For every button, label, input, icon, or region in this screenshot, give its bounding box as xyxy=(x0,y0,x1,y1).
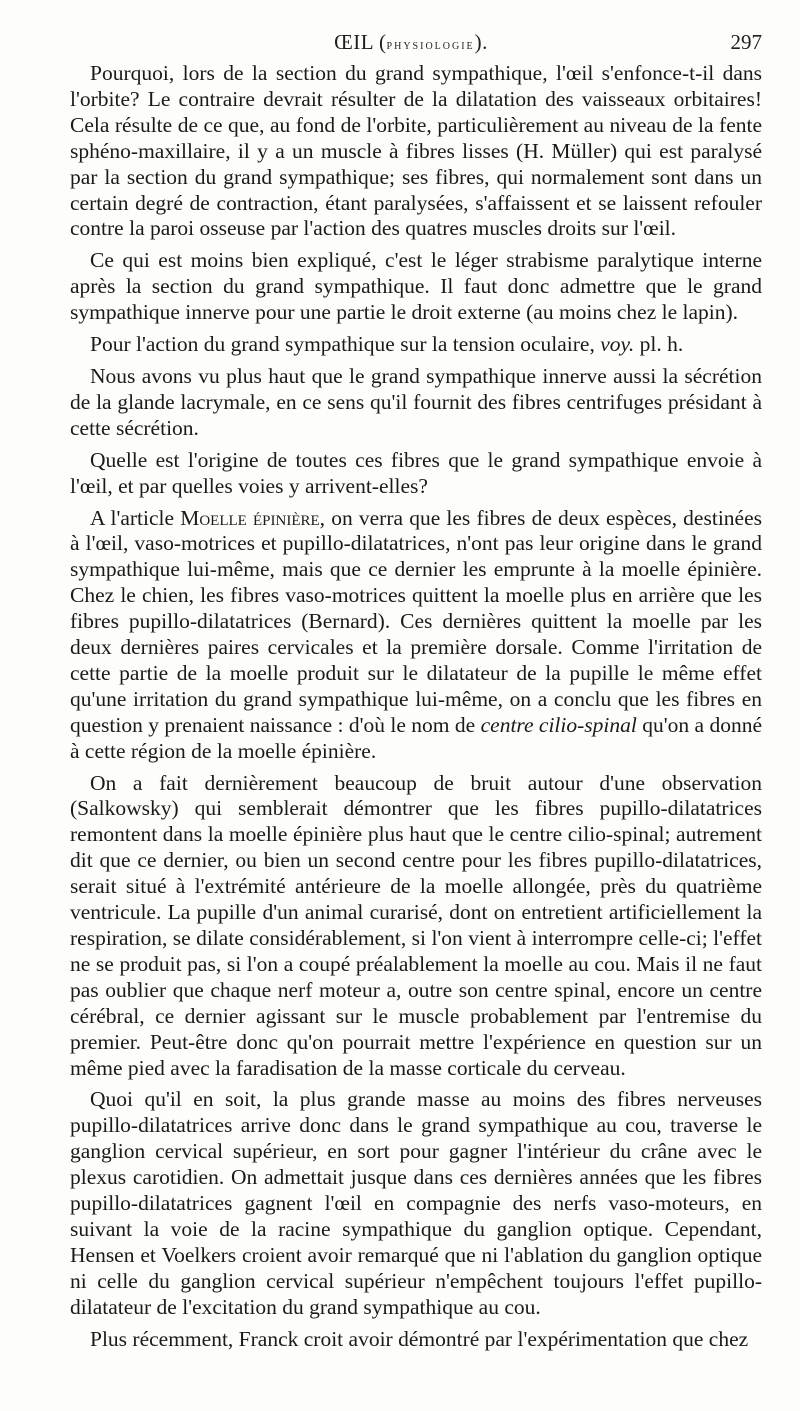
smallcaps-text: Moelle épinière xyxy=(180,505,320,530)
paragraph xyxy=(70,332,762,358)
title-prefix: ŒIL ( xyxy=(334,30,387,54)
text-run: , on verra que les fibres de deux espèces, destinées à l'œil, vaso-motrices et pupillo-dilatatrices, n'ont pas leur origine dans le grand sympathique lui-même, mais que ce dernier les emprunte à la moelle épinière. Chez le chien, les fibres vaso-motrices quittent la moelle plus en arrière que les fibres pupillo-dilatatrices (Bernard). Ces dernières quittent la moelle par les deux dernières paires cervicales et la première dorsale. Comme l'irritation de cette partie de la moelle produit sur le dilatateur de la pupille le même effet qu'une irritation du grand sympathique lui-même, on a conclu que les fibres en question y prenaient naissance : d'où le nom de xyxy=(70,505,762,737)
text-run: Quelle est l'origine de toutes ces fibres que le grand sympathique envoie à l'œil, et par quelles voies y arrivent-elles? xyxy=(70,447,762,498)
text-run: Pour l'action du grand sympathique sur la tension oculaire, xyxy=(90,332,601,357)
paragraph xyxy=(70,248,762,326)
running-header xyxy=(60,30,762,58)
text-run: Ce qui est moins bien expliqué, c'est le léger strabisme paralytique interne après la section du grand sympathique. Il faut donc admettre que le grand sympathique innerve pour une partie le droit externe (au moins chez le lapin). xyxy=(70,248,762,325)
title-smallcaps: physiologie xyxy=(386,38,475,53)
paragraph xyxy=(70,61,762,242)
body-text xyxy=(70,61,762,1359)
running-title xyxy=(60,30,762,55)
paragraph xyxy=(70,364,762,442)
paragraph xyxy=(70,1087,762,1320)
page-number: 297 xyxy=(730,30,762,54)
paragraph xyxy=(70,448,762,500)
text-run: Nous avons vu plus haut que le grand sympathique innerve aussi la sécrétion de la glande lacrymale, en ce sens qu'il fournit des fibres centrifuges présidant à cette sécrétion. xyxy=(70,363,762,440)
paragraph xyxy=(70,506,762,765)
text-run: A l'article xyxy=(90,505,181,530)
text-run: Pourquoi, lors de la section du grand sympathique, l'œil s'enfonce-t-il dans l'orbite? Le contraire devrait résulter de la dilatation des vaisseaux orbitaires! Cela résulte de ce que, au fond de l'orbite, particulièrement au niveau de la fente sphéno-maxillaire, il y a un muscle à fibres lisses (H. Müller) qui est paralysé par la section du grand sympathique; ses fibres, qui normalement sont dans un certain degré de contraction, étant paralysées, s'affaissent et se laissent refouler contre la paroi osseuse par l'action des quatres muscles droits sur l'œil. xyxy=(70,61,762,241)
text-run: qu'on a donné à cette région de la moelle épinière. xyxy=(70,712,762,763)
title-suffix: ). xyxy=(474,30,488,54)
text-run: pl. h. xyxy=(634,332,684,357)
text-run: Plus récemment, Franck croit avoir démontré par l'expérimentation que chez xyxy=(90,1326,749,1351)
paragraph xyxy=(70,771,762,1082)
paragraph xyxy=(70,1327,762,1353)
text-run: On a fait dernièrement beaucoup de bruit autour d'une observation (Salkowsky) qui semblerait démontrer que les fibres pupillo-dilatatrices remontent dans la moelle épinière plus haut que le centre cilio-spinal; autrement dit que ce dernier, ou bien un second centre pour les fibres pupillo-dilatatrices, serait situé à l'extrémité antérieure de la moelle allongée, près du quatrième ventricule. La pupille d'un animal curarisé, dont on entretient artificiellement la respiration, se dilate considérablement, si l'on vient à interrompre celle-ci; l'effet ne se produit pas, si l'on a coupé préalablement la moelle au cou. Mais il ne faut pas oublier que chaque nerf moteur a, outre son centre spinal, encore un centre cérébral, ce dernier agissant sur le muscle probablement par l'entremise du premier. Peut-être donc qu'on pourrait mettre l'expérience en question sur un même pied avec la faradisation de la masse corticale du cerveau. xyxy=(70,770,762,1080)
italic-text: centre cilio-spinal xyxy=(480,712,637,737)
italic-text: voy. xyxy=(600,332,635,357)
text-run: Quoi qu'il en soit, la plus grande masse au moins des fibres nerveuses pupillo-dilatatrices arrive donc dans le grand sympathique au cou, traverse le ganglion cervical supérieur, en sort pour gagner l'intérieur du crâne avec le plexus carotidien. On admettait jusque dans ces dernières années que les fibres pupillo-dilatatrices gagnent l'œil en compagnie des nerfs vaso-moteurs, en suivant la voie de la racine sympathique du ganglion optique. Cependant, Hensen et Voelkers croient avoir remarqué que ni l'ablation du ganglion optique ni celle du ganglion cervical supérieur n'empêchent toujours l'effet pupillo-dilatateur de l'excitation du grand sympathique au cou. xyxy=(70,1087,762,1319)
